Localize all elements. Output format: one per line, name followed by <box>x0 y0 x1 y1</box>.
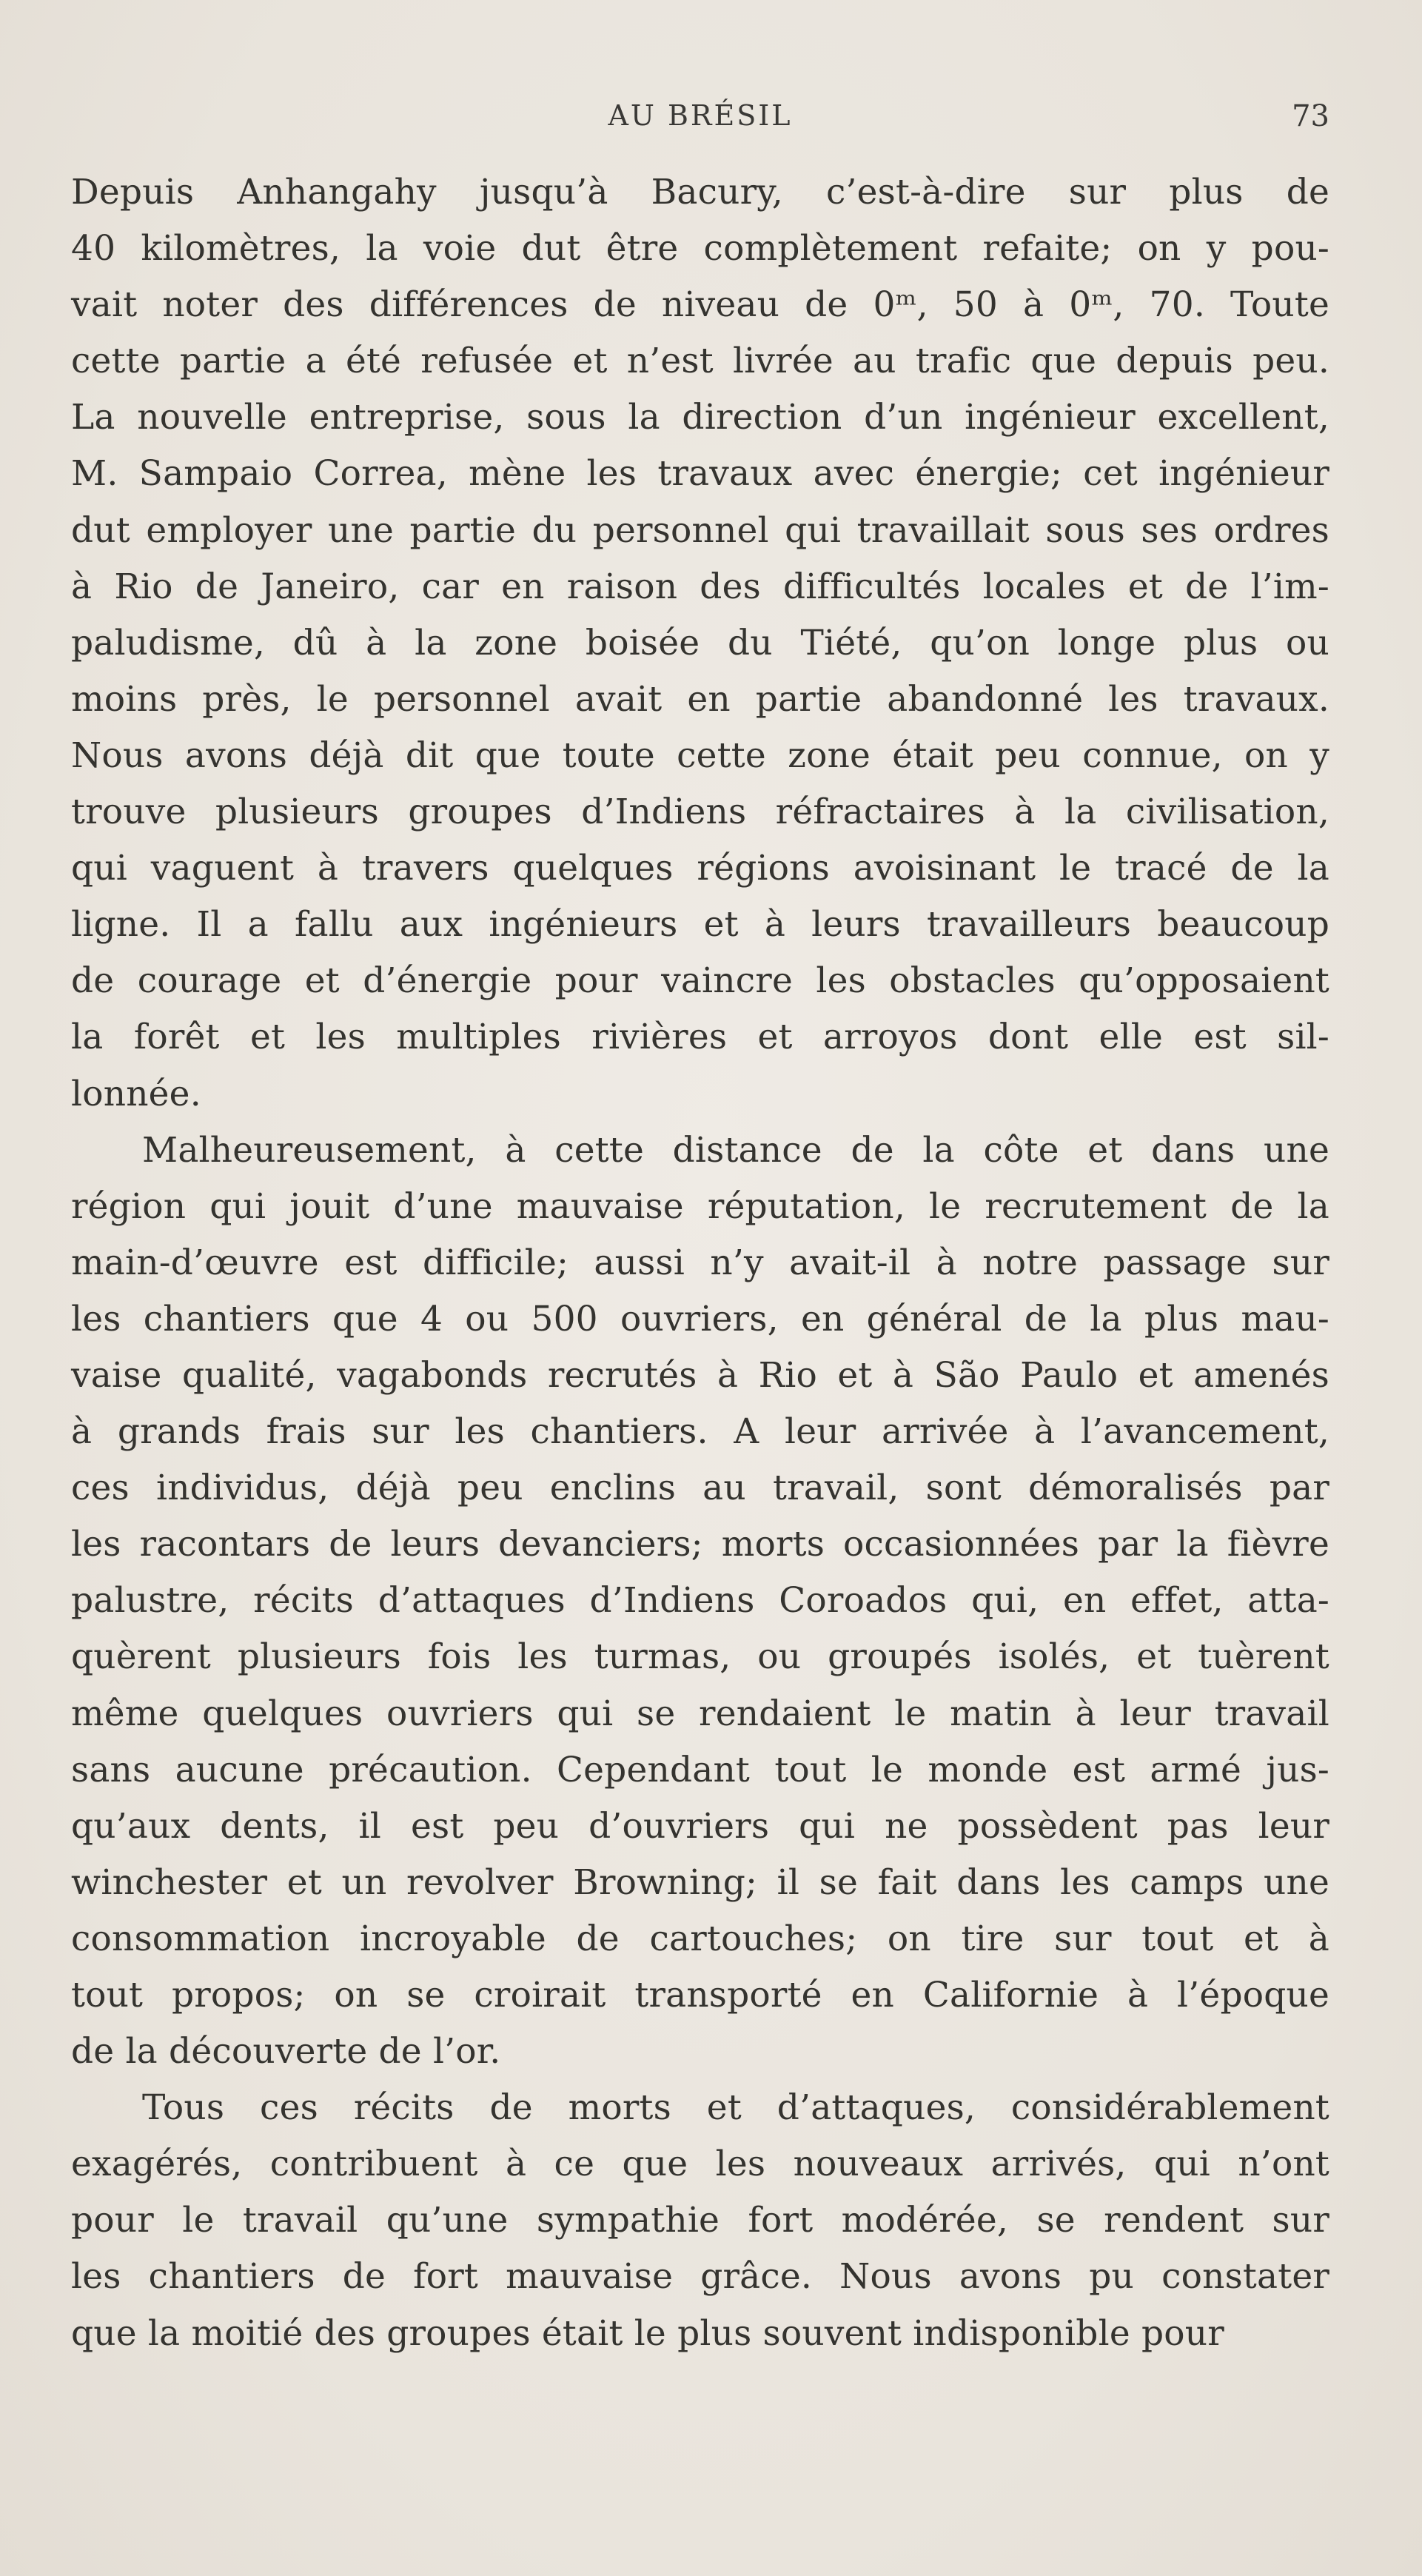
text-line: Nous avons déjà dit que toute cette zone était peu connue, on y <box>71 735 1329 776</box>
text-line: consommation incroyable de cartouches; on tire sur tout et à <box>71 1918 1329 1959</box>
paragraph <box>71 1123 1329 2081</box>
text-line: que la moitié des groupes était le plus souvent indisponible pour <box>71 2312 1224 2354</box>
paragraph <box>71 2080 1329 2361</box>
text-line: région qui jouit d’une mauvaise réputation, le recrutement de la <box>71 1185 1329 1227</box>
text-line: vaise qualité, vagabonds recrutés à Rio et à São Paulo et amenés <box>71 1354 1329 1396</box>
text-line: même quelques ouvriers qui se rendaient le matin à leur travail <box>71 1693 1329 1734</box>
text-line: lonnée. <box>71 1073 201 1114</box>
text-line: ligne. Il a fallu aux ingénieurs et à leurs travailleurs beaucoup <box>71 904 1329 946</box>
text-line: Depuis Anhangahy jusqu’à Bacury, c’est-à-dire sur plus de <box>71 172 1329 213</box>
text-line: pour le travail qu’une sympathie fort modérée, se rendent sur <box>71 2200 1329 2241</box>
text-line: vait noter des différences de niveau de 0ᵐ, 50 à 0ᵐ, 70. Toute <box>71 284 1329 326</box>
text-line: à Rio de Janeiro, car en raison des difficultés locales et de l’im- <box>71 566 1329 607</box>
text-line: cette partie a été refusée et n’est livrée au trafic que depuis peu. <box>71 341 1329 382</box>
text-line: dut employer une partie du personnel qui travaillait sous ses ordres <box>71 509 1329 551</box>
text-line: de la découverte de l’or. <box>71 2031 501 2072</box>
paragraph <box>71 164 1329 1123</box>
text-line: les racontars de leurs devanciers; morts occasionnées par la fièvre <box>71 1524 1329 1565</box>
page-header <box>71 96 1329 148</box>
text-line: exagérés, contribuent à ce que les nouveaux arrivés, qui n’ont <box>71 2144 1329 2185</box>
text-line: qu’aux dents, il est peu d’ouvriers qui ne possèdent pas leur <box>71 1805 1329 1847</box>
text-line: la forêt et les multiples rivières et arroyos dont elle est sil- <box>71 1017 1329 1058</box>
text-line: sans aucune précaution. Cependant tout le monde est armé jus- <box>71 1749 1329 1790</box>
text-line: quèrent plusieurs fois les turmas, ou groupés isolés, et tuèrent <box>71 1636 1329 1678</box>
body-text <box>71 164 1329 2362</box>
text-line: winchester et un revolver Browning; il se fait dans les camps une <box>71 1861 1329 1903</box>
text-line: Tous ces récits de morts et d’attaques, considérablement <box>142 2087 1329 2129</box>
running-title: AU BRÉSIL <box>608 99 793 132</box>
text-line: ces individus, déjà peu enclins au travail, sont démoralisés par <box>71 1468 1329 1509</box>
text-line: à grands frais sur les chantiers. A leur arrivée à l’avancement, <box>71 1411 1329 1453</box>
text-line: main-d’œuvre est difficile; aussi n’y avait-il à notre passage sur <box>71 1242 1329 1283</box>
text-line: M. Sampaio Correa, mène les travaux avec énergie; cet ingénieur <box>71 453 1329 495</box>
text-line: trouve plusieurs groupes d’Indiens réfractaires à la civilisation, <box>71 792 1329 833</box>
text-line: qui vaguent à travers quelques régions avoisinant le tracé de la <box>71 848 1329 889</box>
text-line: tout propos; on se croirait transporté en Californie à l’époque <box>71 1975 1329 2015</box>
text-line: palustre, récits d’attaques d’Indiens Coroados qui, en effet, atta- <box>71 1580 1329 1622</box>
text-line: les chantiers que 4 ou 500 ouvriers, en général de la plus mau- <box>71 1298 1329 1339</box>
text-line: La nouvelle entreprise, sous la direction d’un ingénieur excellent, <box>71 397 1329 438</box>
page-number: 73 <box>1292 99 1329 133</box>
text-line: Malheureusement, à cette distance de la côte et dans une <box>142 1129 1329 1171</box>
text-line: 40 kilomètres, la voie dut être complètement refaite; on y pou- <box>71 228 1329 270</box>
text-line: paludisme, dû à la zone boisée du Tiété, qu’on longe plus ou <box>71 622 1329 663</box>
text-line: moins près, le personnel avait en partie abandonné les travaux. <box>71 678 1329 720</box>
text-line: de courage et d’énergie pour vaincre les obstacles qu’opposaient <box>71 960 1329 1002</box>
text-line: les chantiers de fort mauvaise grâce. Nous avons pu constater <box>71 2256 1329 2298</box>
